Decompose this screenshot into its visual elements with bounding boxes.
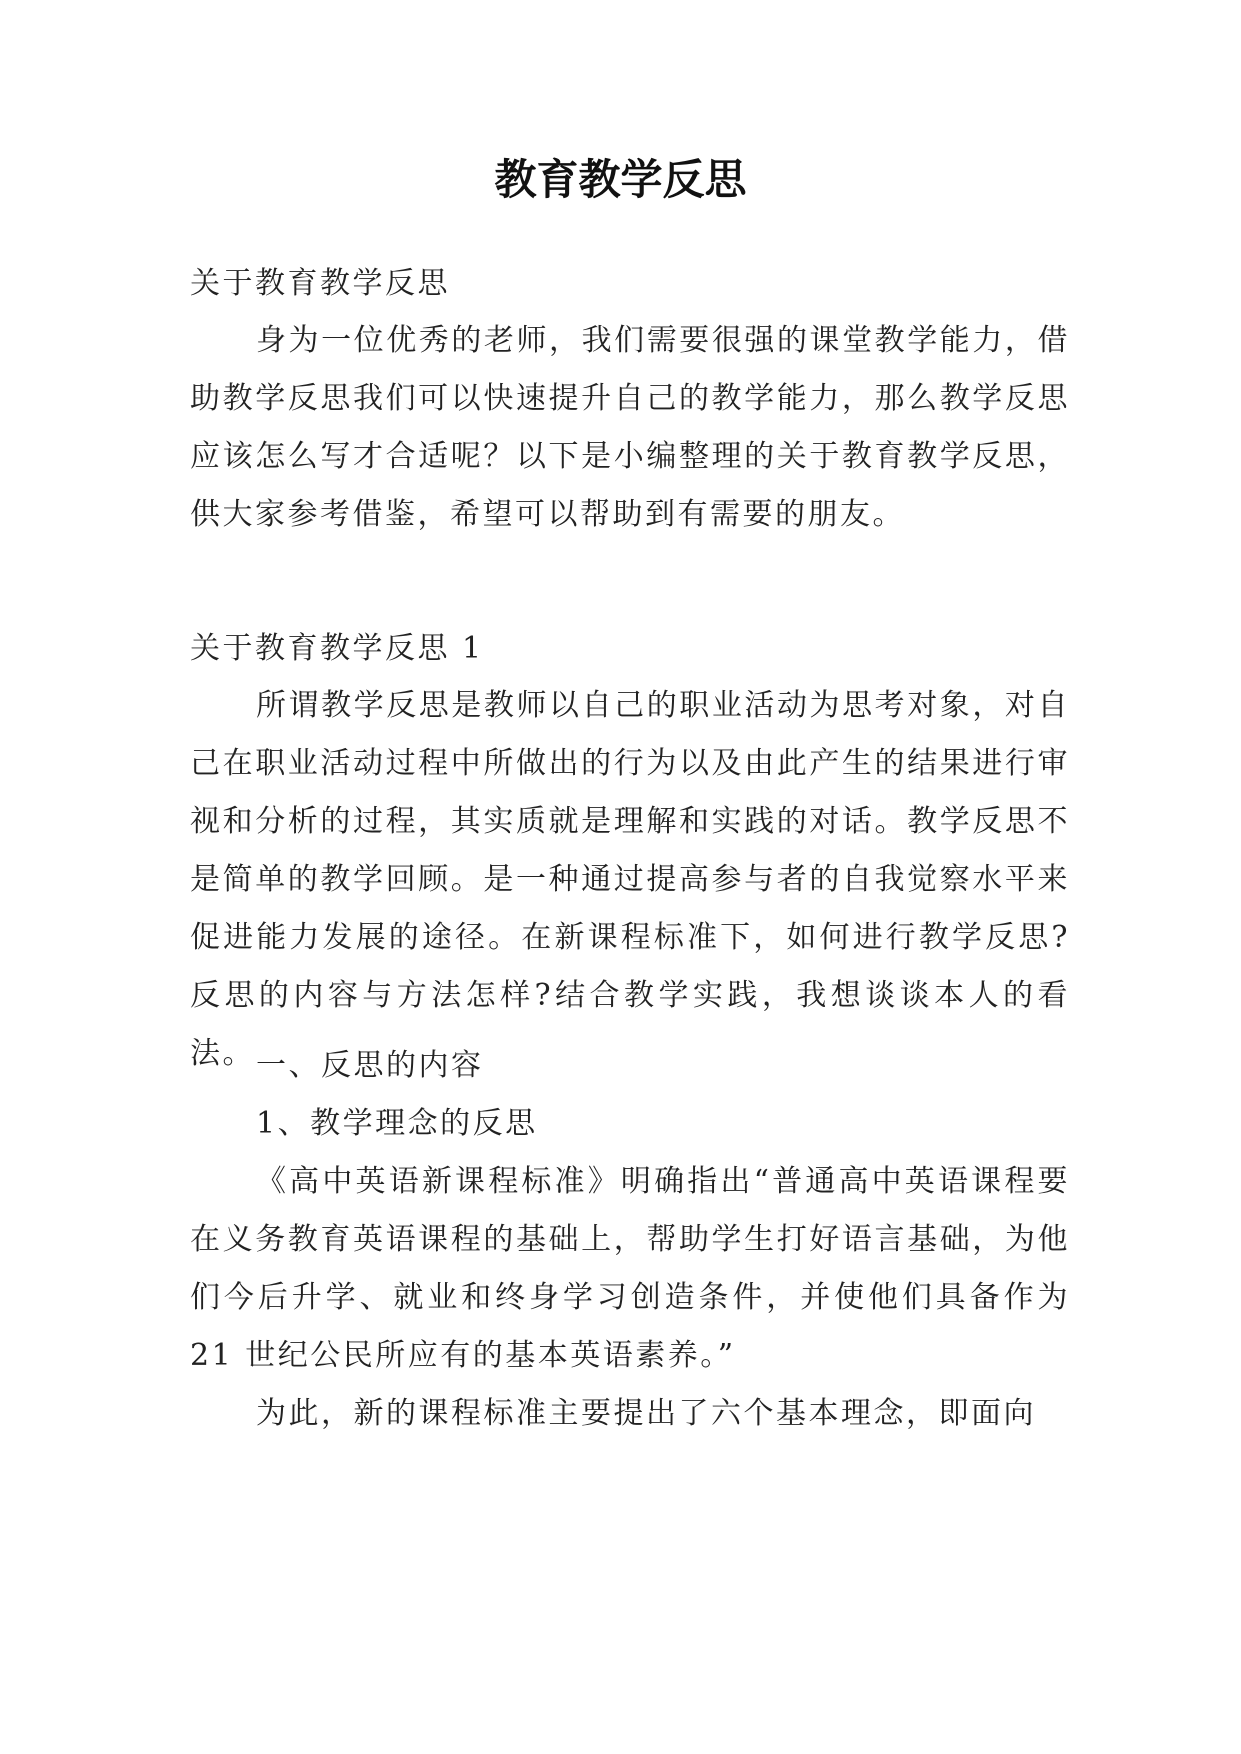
intro-heading: 关于教育教学反思 — [190, 266, 450, 301]
body-paragraph-standard: 《高中英语新课程标准》明确指出“普通高中英语课程要在义务教育英语课程的基础上，帮助学生打好语言基础，为他们今后升学、就业和终身学习创造条件，并使他们具备作为 21 世纪公民所应有的基本英语素养。” — [190, 1164, 1070, 1373]
subheading-content: 一、反思的内容 — [256, 1048, 484, 1083]
body-paragraph-concepts: 为此，新的课程标准主要提出了六个基本理念，即面向 — [256, 1396, 1036, 1431]
body-paragraph: 所谓教学反思是教师以自己的职业活动为思考对象，对自己在职业活动过程中所做出的行为以及由此产生的结果进行审视和分析的过程，其实质就是理解和实践的对话。教学反思不是简单的教学回顾。是一种通过提高参与者的自我觉察水平来促进能力发展的途径。在新课程标准下，如何进行教学反思?反思的内容与方法怎样?结合教学实践，我想谈谈本人的看法。 — [190, 688, 1070, 1071]
section-heading: 关于教育教学反思 1 — [190, 631, 484, 666]
subheading-teaching-concept: 1、教学理念的反思 — [256, 1106, 538, 1141]
intro-paragraph: 身为一位优秀的老师，我们需要很强的课堂教学能力，借助教学反思我们可以快速提升自己的教学能力，那么教学反思应该怎么写才合适呢？以下是小编整理的关于教育教学反思，供大家参考借鉴，希望可以帮助到有需要的朋友。 — [190, 323, 1070, 532]
document-title: 教育教学反思 — [494, 155, 747, 204]
